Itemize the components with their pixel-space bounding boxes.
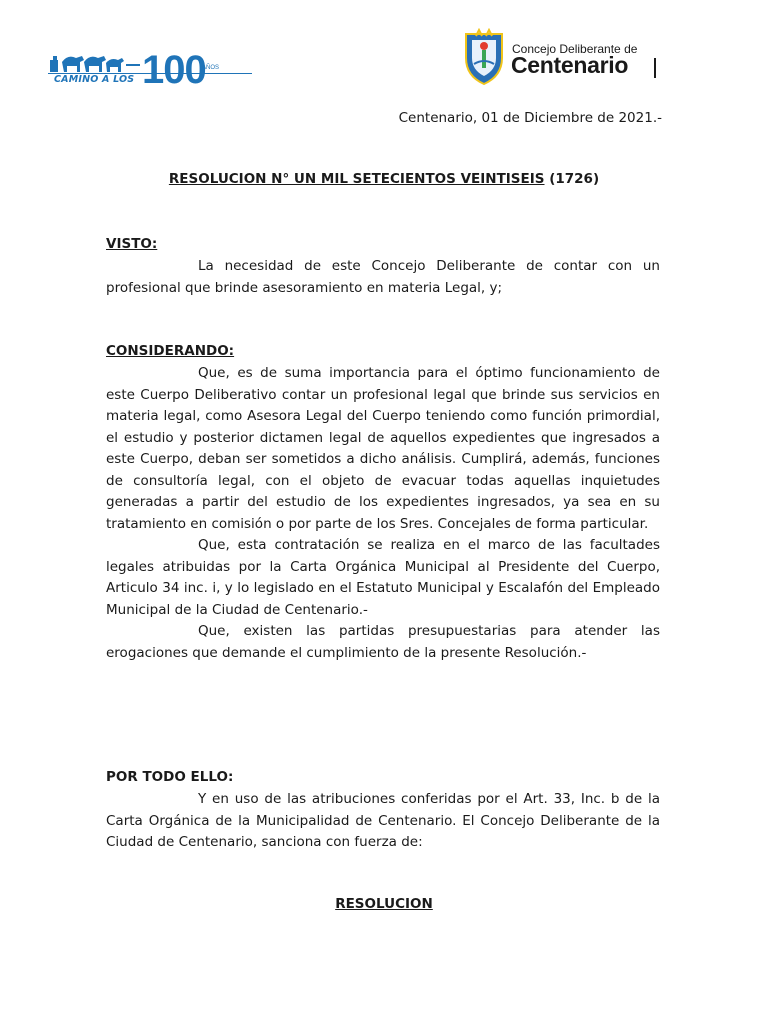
logo-anos: AÑOS xyxy=(202,65,220,71)
concejo-deliberante-logo xyxy=(462,28,662,88)
visto-heading: VISTO: xyxy=(106,236,158,252)
document-date: Centenario, 01 de Diciembre de 2021.- xyxy=(398,110,662,126)
resolution-number: (1726) xyxy=(549,171,600,187)
considerando-paragraph-2: Que, esta contratación se realiza en el marco de las facultades legales atribuidas por la Carta Orgánica Municipal al Presidente del Cuerpo, Articulo 34 inc. i, y lo legislado en el Estatuto Municipal y Escalafón del Empleado Municipal de la Ciudad de Centenario.- xyxy=(106,537,660,618)
logo-tagline: CAMINO A LOS xyxy=(54,74,135,85)
resolution-title-text: RESOLUCION N° UN MIL SETECIENTOS VEINTISEIS xyxy=(168,171,545,187)
resolution-title xyxy=(0,171,768,187)
por-todo-ello-paragraph: Y en uso de las atribuciones conferidas por el Art. 33, Inc. b de la Carta Orgánica de la Municipalidad de Centenario. El Concejo Deliberante de la Ciudad de Centenario, sanciona con fuerza de: xyxy=(106,791,660,850)
visto-body xyxy=(106,256,660,299)
considerando-paragraph-3: Que, existen las partidas presupuestarias para atender las erogaciones que demande el cumplimiento de la presente Resolución.- xyxy=(106,623,660,661)
coat-of-arms-icon xyxy=(462,28,506,86)
horse-herd-icon xyxy=(50,50,142,72)
camino-a-los-100-logo xyxy=(46,44,256,96)
logo-line-2: Centenario xyxy=(511,52,629,78)
logo-bar xyxy=(654,58,656,78)
resolucion-heading: RESOLUCION xyxy=(335,896,433,912)
considerando-heading: CONSIDERANDO: xyxy=(106,343,235,359)
considerando-body xyxy=(106,363,660,664)
logo-line-1: Concejo Deliberante de xyxy=(512,42,638,56)
por-todo-ello-body xyxy=(106,789,660,854)
logo-number: 100 xyxy=(142,48,206,92)
visto-paragraph: La necesidad de este Concejo Deliberante de contar con un profesional que brinde asesoramiento en materia Legal, y; xyxy=(106,258,660,296)
por-todo-ello-heading: POR TODO ELLO: xyxy=(106,769,234,785)
considerando-paragraph-1: Que, es de suma importancia para el óptimo funcionamiento de este Cuerpo Deliberativo contar un profesional legal que brinde sus servicios en materia legal, como Asesora Legal del Cuerpo teniendo como función primordial, el estudio y posterior dictamen legal de aquellos expedientes que ingresados a este Cuerpo, deban ser sometidos a dicho análisis. Cumplirá, además, funciones de consultoría legal, con el objeto de evacuar todas aquellas inquietudes generadas a partir del estudio de los expedientes ingresados, ya sea en su tratamiento en comisión o por parte de los Sres. Concejales de forma particular. xyxy=(106,365,660,532)
